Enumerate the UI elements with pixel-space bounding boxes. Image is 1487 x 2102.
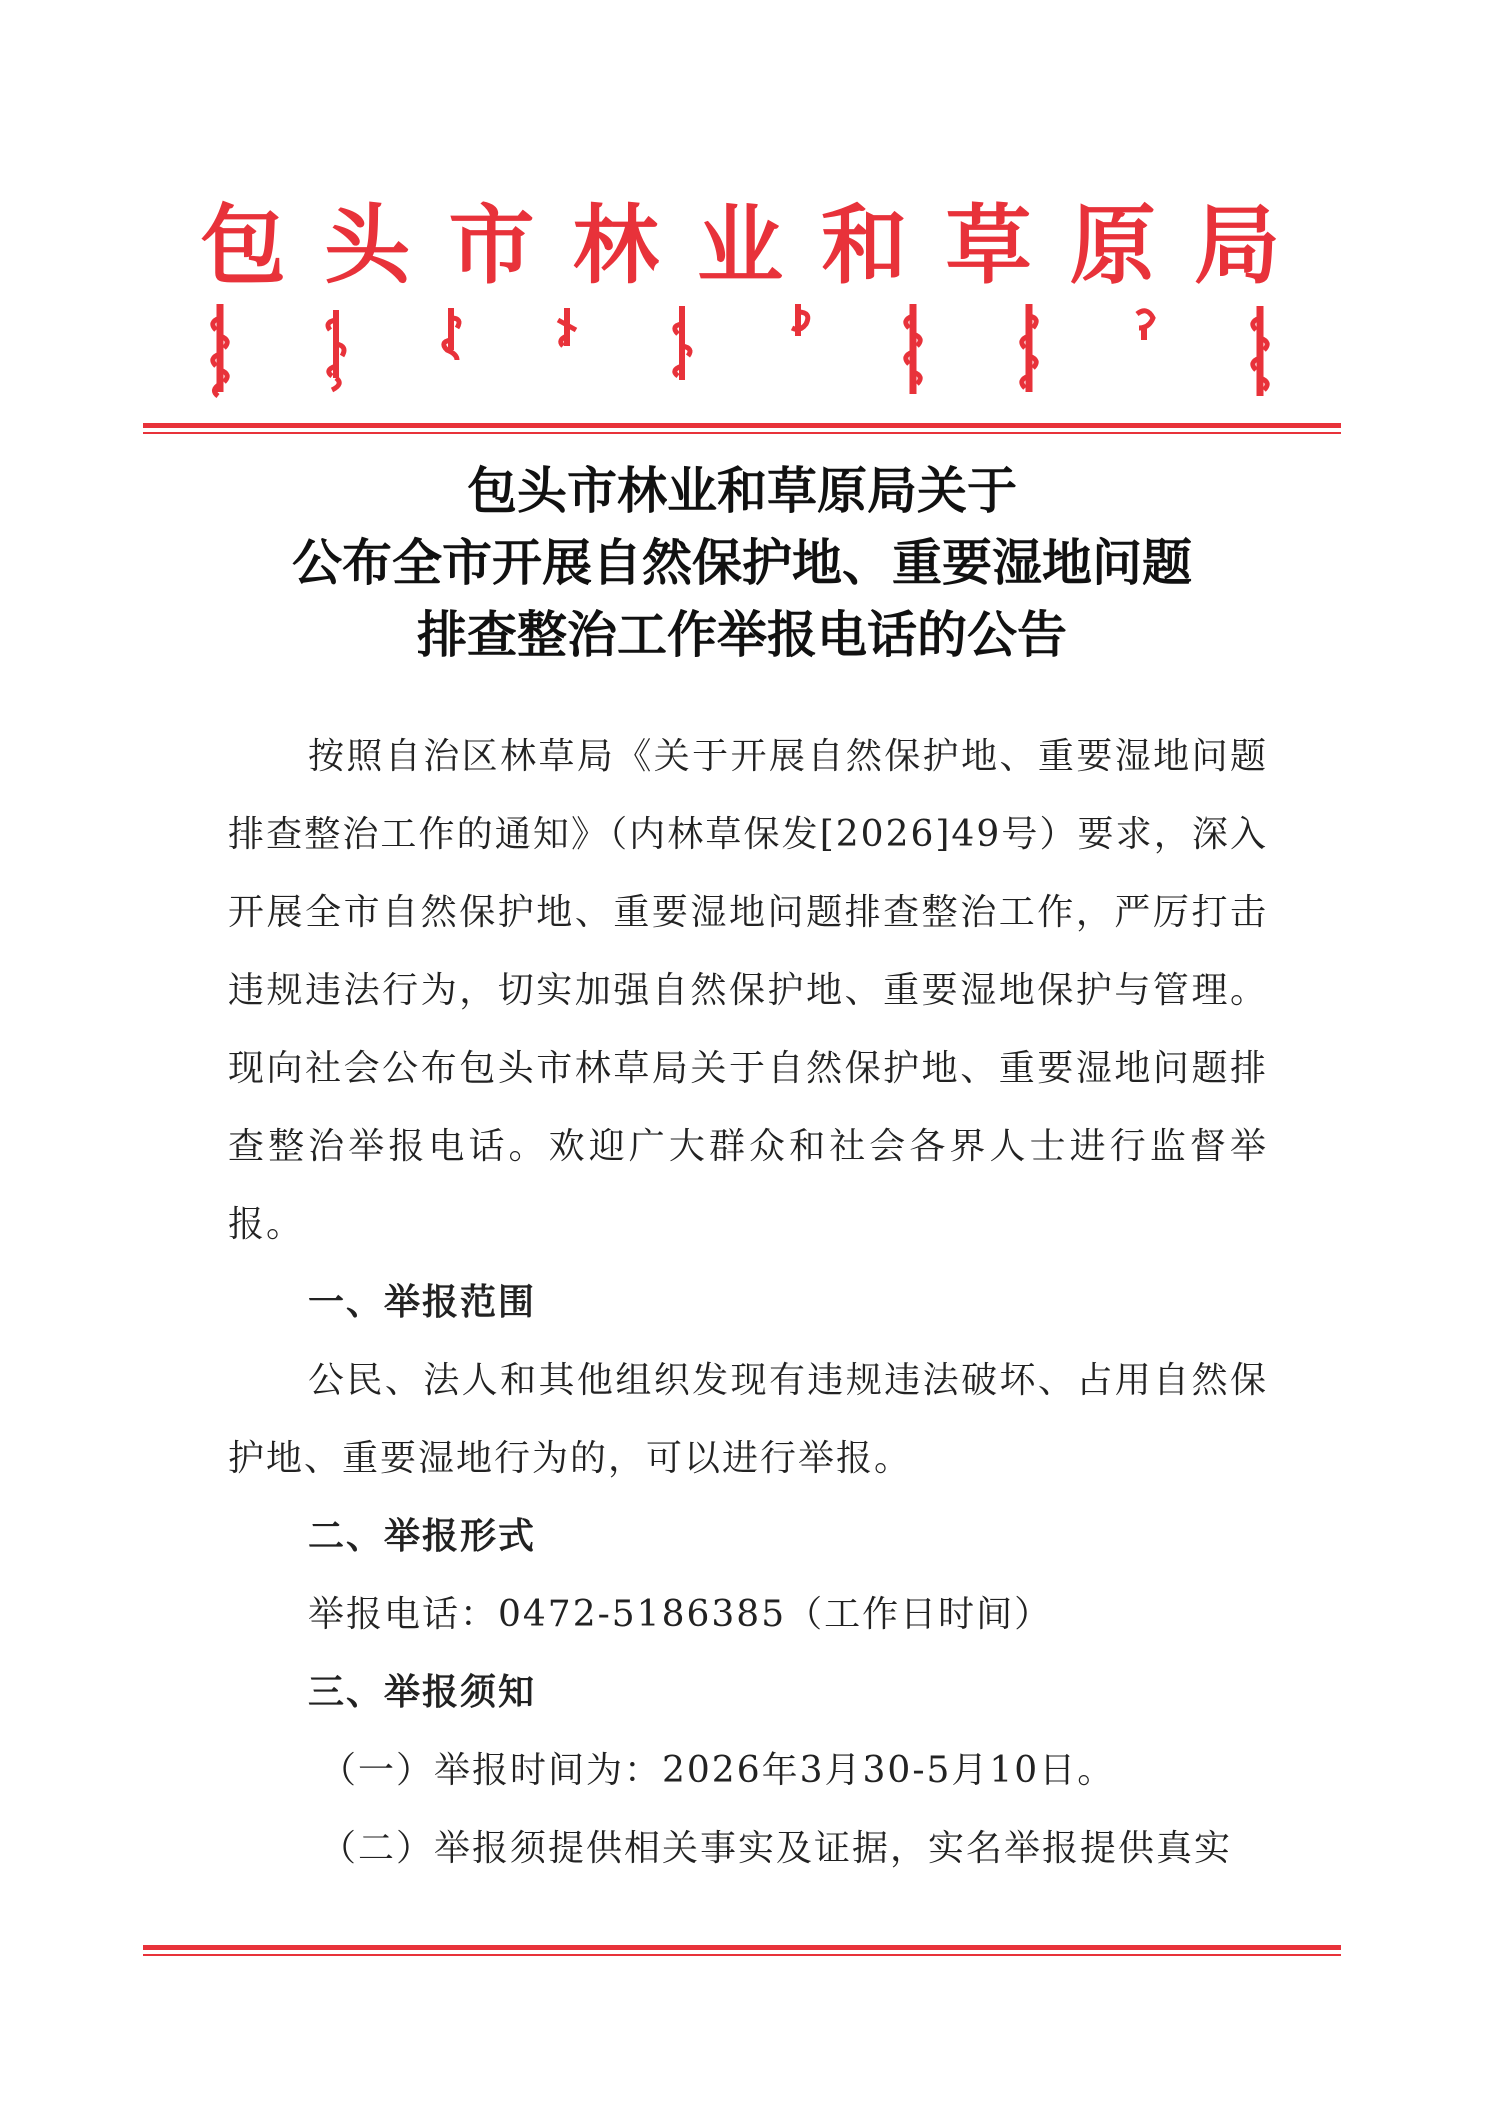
notice-title-line: 排查整治工作举报电话的公告 (417, 606, 1067, 664)
notice-title-line: 包头市林业和草原局关于 (467, 462, 1017, 520)
mongolian-glyph (321, 300, 351, 400)
notice-title (143, 455, 1341, 671)
agency-char: 草 (945, 196, 1032, 296)
mongolian-glyph (1014, 300, 1044, 400)
mongolian-glyph (898, 300, 928, 400)
agency-char: 头 (324, 196, 411, 296)
section-heading-form: 二、举报形式 (308, 1516, 537, 1557)
section-scope-text: 公民、法人和其他组织发现有违规违法破坏、占用自然保护地、重要湿地行为的，可以进行举报。 (228, 1360, 1268, 1479)
agency-char: 原 (1069, 196, 1156, 296)
mongolian-glyph (783, 300, 813, 400)
agency-char: 和 (821, 196, 908, 296)
agency-char: 包 (200, 196, 286, 296)
agency-name-letterhead (200, 186, 1280, 306)
mongolian-glyph (1245, 300, 1275, 400)
section-heading-scope: 一、举报范围 (308, 1282, 537, 1323)
report-phone-line: 举报电话：0472-5186385（工作日时间） (308, 1594, 1053, 1635)
mongolian-glyph (436, 300, 466, 400)
agency-char: 林 (572, 196, 659, 296)
letterhead-divider (143, 423, 1341, 434)
mongolian-glyph (205, 300, 235, 400)
section-heading-notice: 三、举报须知 (308, 1672, 537, 1713)
mongolian-glyph (552, 300, 582, 400)
agency-char: 局 (1194, 196, 1280, 296)
intro-paragraph: 按照自治区林草局《关于开展自然保护地、重要湿地问题排查整治工作的通知》（内林草保发[2026]49号）要求，深入开展全市自然保护地、重要湿地问题排查整治工作，严厉打击违规违法行为，切实加强自然保护地、重要湿地保护与管理。现向社会公布包头市林草局关于自然保护地、重要湿地问题排查整治举报电话。欢迎广大群众和社会各界人士进行监督举报。 (228, 736, 1268, 1245)
mongolian-script-letterhead (205, 300, 1275, 410)
notice-body (228, 718, 1268, 1888)
footer-divider (143, 1945, 1341, 1956)
mongolian-glyph (667, 300, 697, 400)
agency-char: 业 (697, 196, 783, 296)
notice-item-1: （一）举报时间为：2026年3月30-5月10日。 (320, 1750, 1116, 1791)
notice-item-2: （二）举报须提供相关事实及证据，实名举报提供真实 (320, 1828, 1233, 1869)
agency-char: 市 (448, 196, 535, 296)
notice-title-line: 公布全市开展自然保护地、重要湿地问题 (292, 534, 1192, 592)
mongolian-glyph (1129, 300, 1159, 400)
